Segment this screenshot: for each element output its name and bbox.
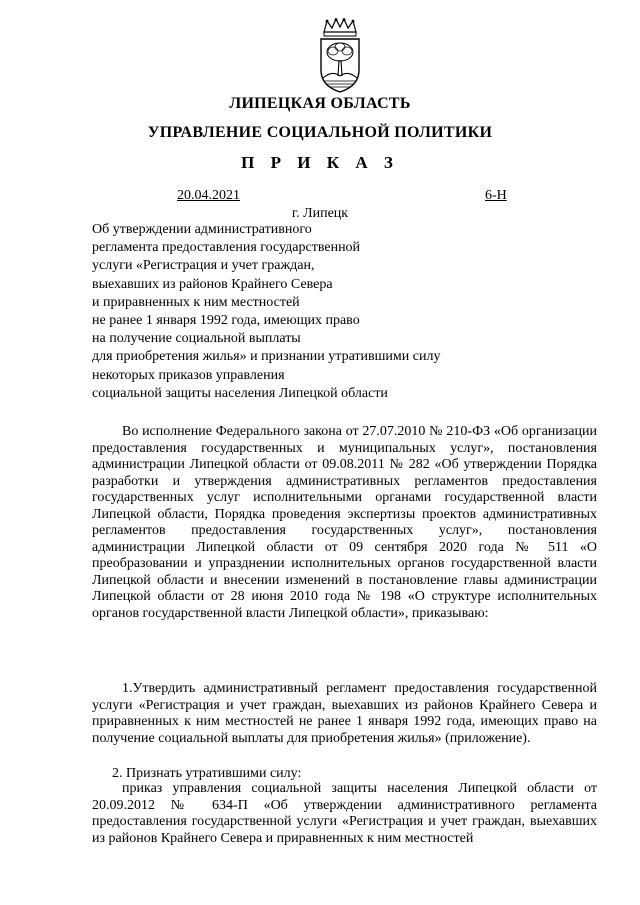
order-subject: Об утверждении административного регламента предоставления государственной услуги «Регистрация и учет граждан, выехавших из районов Крайнего Севера и приравненных к ним местностей не ранее 1 января 1992 года, имеющих право на получение социальной выплаты для приобретения жилья» и признании утратившими силу некоторых приказов управления социальной защиты населения Липецкой области <box>92 222 441 401</box>
region-title: ЛИПЕЦКАЯ ОБЛАСТЬ <box>229 95 411 112</box>
item-2-paragraph: 2. Признать утратившими силу: <box>112 766 302 781</box>
preamble-paragraph: Во исполнение Федерального закона от 27.07.2010 № 210-ФЗ «Об организации предоставления государственных и муниципальных услуг», постановления администрации Липецкой области от 09.08.2011 № 282 «Об утверждении Порядка разработки и утверждения административных регламентов предоставления государственных услуг исполнительными органами государственной власти Липецкой области, Порядка проведения экспертизы проектов административных регламентов предоставления государственных услуг», постановления администрации Липецкой области от 09 сентября 2020 года № 511 «О преобразовании и упразднении исполнительных органов государственной власти Липецкой области и внесении изменений в постановление главы администрации Липецкой области от 28 июня 2010 года № 198 «О структуре исполнительных органов государственной власти Липецкой области», приказываю: <box>92 424 597 621</box>
document-type-title: П Р И К А З <box>241 153 399 172</box>
order-number: 6-Н <box>485 188 507 203</box>
issue-city: г. Липецк <box>291 206 349 221</box>
department-title: УПРАВЛЕНИЕ СОЦИАЛЬНОЙ ПОЛИТИКИ <box>147 124 493 141</box>
order-date: 20.04.2021 <box>177 188 240 203</box>
item-2-sub-paragraph: приказ управления социальной защиты населения Липецкой области от 20.09.2012 № 634-П «Об утверждении административного регламента предоставления государственной услуги «Регистрация и учет граждан, выехавших из районов Крайнего Севера и приравненных к ним местностей <box>92 781 597 846</box>
lipetsk-coat-of-arms-icon <box>318 18 362 94</box>
item-1-paragraph: 1.Утвердить административный регламент предоставления государственной услуги «Регистрация и учет граждан, выехавших из районов Крайнего Севера и приравненных к ним местностей не ранее 1 января 1992 года, имеющих право на получение социальной выплаты для приобретения жилья» (приложение). <box>92 681 597 746</box>
